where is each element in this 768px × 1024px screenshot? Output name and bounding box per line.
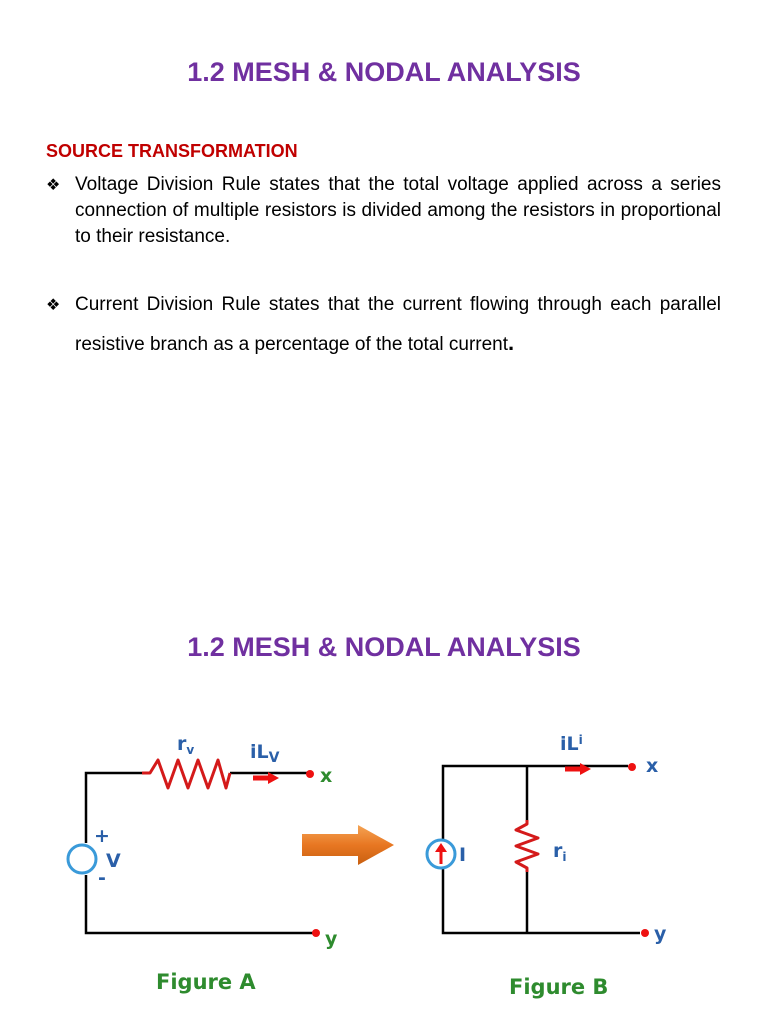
fig-a-terminal-y-label: y — [325, 928, 338, 950]
fig-a-wire-bottom — [86, 875, 314, 933]
bullet-text-wrap — [75, 286, 721, 364]
fig-b-resistor — [516, 820, 538, 872]
fig-b-caption: Figure B — [509, 975, 609, 999]
slide2-title: 1.2 MESH & NODAL ANALYSIS — [187, 632, 581, 662]
figure-b — [427, 733, 667, 999]
fig-a-resistor — [142, 760, 230, 788]
fig-b-resistor-label: $r_i$ — [553, 840, 567, 864]
bullet-end-period: . — [508, 330, 515, 355]
fig-b-source-label: I — [459, 844, 467, 866]
fig-a-plus-sign: + — [94, 825, 110, 847]
fig-b-terminal-y-label: y — [654, 923, 667, 945]
diamond-bullet-icon: ❖ — [46, 295, 61, 314]
fig-a-terminal-x-label: x — [320, 765, 333, 787]
fig-b-current-label: $iL^i$ — [560, 733, 583, 755]
fig-b-wire-top-left — [443, 766, 628, 840]
circuit-diagrams — [0, 700, 768, 1024]
transformation-arrow-icon — [302, 825, 394, 865]
bullet-text: Voltage Division Rule states that the total voltage applied across a series connection of multiple resistors is divided among the resistors in proportional to their resistance. — [75, 174, 721, 247]
fig-a-caption: Figure A — [156, 970, 256, 994]
fig-b-wire-bottom — [443, 868, 640, 933]
fig-b-terminal-x-dot — [628, 763, 636, 771]
fig-a-voltage-source-icon — [68, 845, 96, 873]
slide1-title: 1.2 MESH & NODAL ANALYSIS — [187, 57, 581, 87]
bullet-current-division — [46, 286, 721, 364]
bullet-text: Current Division Rule states that the current flowing through each parallel resistive branch as a percentage of the total current — [75, 294, 721, 355]
diamond-bullet-icon: ❖ — [46, 175, 61, 194]
figure-a — [68, 733, 338, 994]
section-heading: SOURCE TRANSFORMATION — [46, 141, 298, 161]
fig-a-current-label: $iL_V$ — [250, 741, 280, 766]
fig-a-terminal-y-dot — [312, 929, 320, 937]
fig-a-source-label: V — [106, 850, 121, 872]
fig-a-terminal-x-dot — [306, 770, 314, 778]
fig-b-terminal-x-label: x — [646, 755, 659, 777]
bullet-voltage-division — [46, 172, 721, 250]
fig-b-terminal-y-dot — [641, 929, 649, 937]
fig-a-resistor-label: $r_v$ — [177, 733, 195, 757]
fig-a-minus-sign: - — [98, 867, 106, 889]
